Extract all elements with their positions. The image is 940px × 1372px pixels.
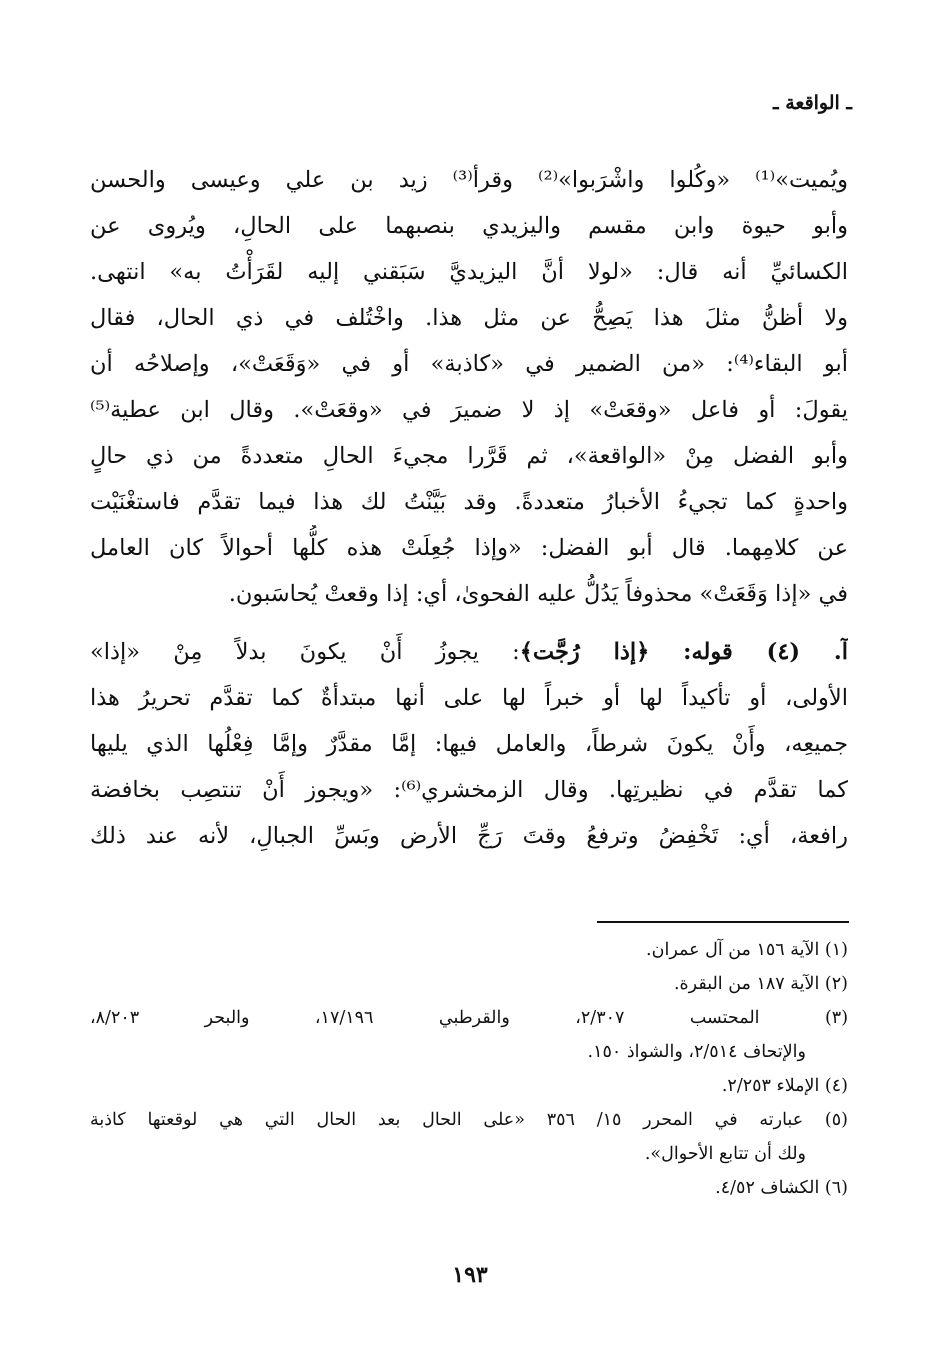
text-line: كما تقدَّم في نظيرتِها. وقال الزمخشري⁽⁶⁾: «ويجوز أَنْ تنتصِب بخافضة — [90, 777, 848, 803]
footnote: (٢) الآية ١٨٧ من البقرة. — [673, 974, 848, 994]
text-segment: : يجوزُ أَنْ يكونَ بدلاً مِنْ «إذا» — [90, 639, 520, 665]
footnotes — [90, 933, 848, 1205]
text-line: الكسائيِّ أنه قال: «لولا أنَّ اليزيديَّ سَبَقني إليه لقَرَأْتُ به» انتهى. — [90, 259, 848, 285]
text-line: أبو البقاء⁽⁴⁾: «من الضمير في «كاذبة» أو في «وَقَعَتْ»، وإصلاحُه أن — [90, 351, 848, 377]
footnote: (٦) الكشاف ٤/٥٢. — [715, 1178, 848, 1198]
text-line: وأبو الفضل مِنْ «الواقعة»، ثم قَرَّرا مجيءَ الحالِ متعددةً من ذي حالٍ — [90, 443, 848, 469]
text-line: ويُميت»⁽¹⁾ «وكُلوا واشْرَبوا»⁽²⁾ وقرأ⁽³⁾ زيد بن علي وعيسى والحسن — [90, 167, 848, 193]
text-line: رافعة، أي: تَخْفِضُ وترفعُ وقتَ رَجِّ الأرض وبَسِّ الجبالِ، لأنه عند ذلك — [90, 823, 848, 849]
text-line: الأولى، أو تأكيداً لها أو خبراً لها على أنها مبتدأةٌ كما تقدَّم تحريرُ هذا — [90, 685, 848, 711]
text-line: عن كلامِهما. قال أبو الفضل: «وإذا جُعِلَتْ هذه كلُّها أحوالاً كان العامل — [90, 535, 848, 561]
running-header: ـ الواقعة ـ — [773, 92, 852, 114]
main-text — [90, 157, 848, 859]
paragraph-gap — [90, 617, 848, 629]
text-line — [90, 629, 848, 675]
footnote: (٥) عبارته في المحرر ١٥/ ٣٥٦ «على الحال بعد الحال التي هي لوقعتها كاذبة — [90, 1110, 848, 1130]
text-line: في «إذا وَقَعَتْ» محذوفاً يَدُلُّ عليه الفحوىٰ، أي: إذا وقعتْ يُحاسَبون. — [228, 581, 848, 607]
footnote-separator — [597, 921, 849, 923]
text-line: واحدةٍ كما تجيءُ الأخبارُ متعددةً. وقد بَيَّنْتُ لك هذا فيما تقدَّم فاستغْنَيْت — [90, 489, 848, 515]
footnote-continuation: ولك أن تتابع الأحوال». — [644, 1144, 806, 1164]
text-line: يقولَ: أو فاعل «وقعَتْ» إذ لا ضميرَ في «وقعَتْ». وقال ابن عطية⁽⁵⁾ — [90, 397, 848, 423]
text-line: ولا أظنُّ مثلَ هذا يَصِحُّ عن مثل هذا. واخْتُلف في ذي الحال، فقال — [90, 305, 848, 331]
page-number: ١٩٣ — [452, 1262, 488, 1288]
footnote-continuation: والإتحاف ٢/٥١٤، والشواذ ١٥٠. — [587, 1042, 806, 1062]
text-line: وأبو حيوة وابن مقسم واليزيدي بنصبهما على الحالِ، ويُروى عن — [90, 213, 848, 239]
footnote: (٣) المحتسب ٢/٣٠٧، والقرطبي ١٧/١٩٦، والبحر ٨/٢٠٣، — [90, 1008, 848, 1028]
text-line: جميعِه، وأَنْ يكونَ شرطاً، والعامل فيها: إمَّا مقدَّرٌ وإمَّا فِعْلُها الذي يليها — [90, 731, 848, 757]
footnote: (٤) الإملاء ٢/٢٥٣. — [721, 1076, 848, 1096]
footnote: (١) الآية ١٥٦ من آل عمران. — [646, 940, 848, 960]
verse-heading: آ. (٤) قوله: ﴿إذا رُجَّت﴾ — [519, 639, 848, 665]
